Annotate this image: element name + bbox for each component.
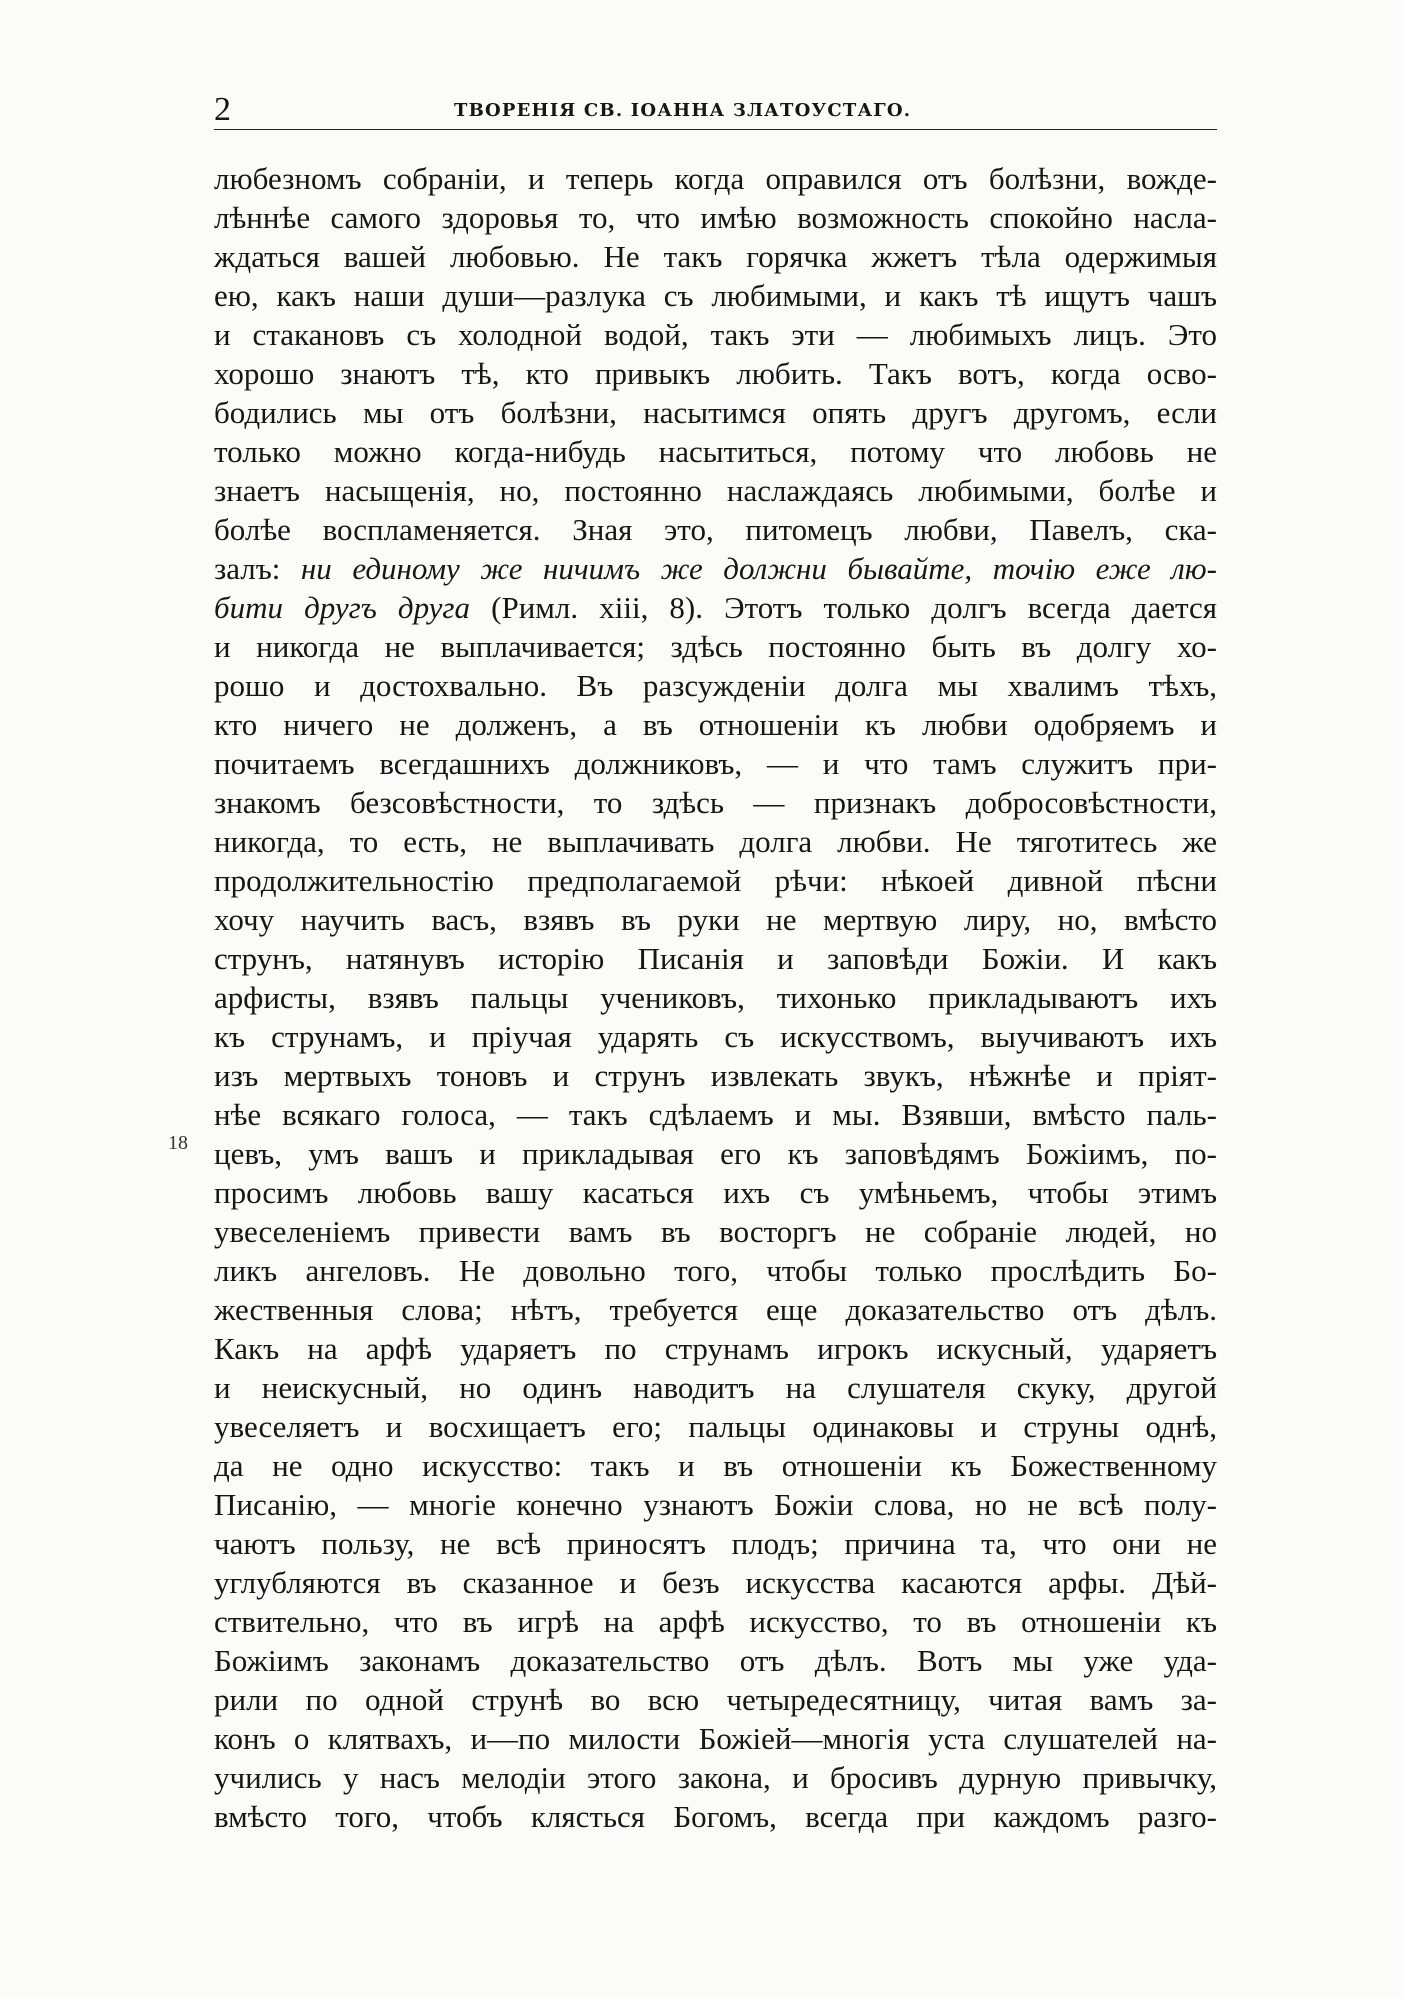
text-line: нѣе всякаго голоса, — такъ сдѣлаемъ и мы. Взявши, вмѣсто паль- — [214, 1097, 1217, 1132]
text-line: рили по одной струнѣ во всю четыредесятницу, читая вамъ за- — [214, 1682, 1217, 1717]
text-line: конъ о клятвахъ, и—по милости Божіей—многія уста слушателей на- — [214, 1721, 1217, 1756]
text-line: къ струнамъ, и пріучая ударять съ искусствомъ, выучиваютъ ихъ — [214, 1019, 1217, 1054]
text-line: и стакановъ съ холодной водой, такъ эти — любимыхъ лицъ. Это — [214, 317, 1217, 352]
text-line: никогда, то есть, не выплачивать долга любви. Не тяготитесь же — [214, 824, 1217, 859]
text-line: ствительно, что въ игрѣ на арфѣ искусство, то въ отношеніи къ — [214, 1604, 1217, 1639]
text-line: и неискусный, но одинъ наводитъ на слушателя скуку, другой — [214, 1370, 1217, 1405]
page-header — [214, 91, 1217, 129]
running-title: ТВОРЕНІЯ СВ. ІОАННА ЗЛАТОУСТАГО. — [454, 100, 912, 121]
text-line: Божіимъ законамъ доказательство отъ дѣлъ. Вотъ мы уже уда- — [214, 1643, 1217, 1678]
text-line: учились у насъ мелодіи этого закона, и бросивъ дурную привычку, — [214, 1760, 1217, 1795]
text-line: болѣе воспламеняется. Зная это, питомецъ любви, Павелъ, ска- — [214, 512, 1217, 547]
text-line: лѣннѣе самого здоровья то, что имѣю возможность спокойно насла- — [214, 200, 1217, 235]
text-line: Какъ на арфѣ ударяетъ по струнамъ игрокъ искусный, ударяетъ — [214, 1331, 1217, 1366]
quote-lead-in: залъ: — [214, 551, 301, 586]
text-line: знаетъ насыщенія, но, постоянно наслаждаясь любимыми, болѣе и — [214, 473, 1217, 508]
text-line: хорошо знаютъ тѣ, кто привыкъ любить. Такъ вотъ, когда осво- — [214, 356, 1217, 391]
text-line-quote-start — [214, 549, 1217, 588]
text-line: цевъ, умъ вашъ и прикладывая его къ заповѣдямъ Божіимъ, по- — [214, 1136, 1217, 1171]
text-line: просимъ любовь вашу касаться ихъ съ умѣньемъ, чтобы этимъ — [214, 1175, 1217, 1210]
text-line: хочу научить васъ, взявъ въ руки не мертвую лиру, но, вмѣсто — [214, 902, 1217, 937]
header-rule — [214, 129, 1217, 130]
page-number: 2 — [214, 91, 231, 128]
text-line: увеселеніемъ привести вамъ въ восторгъ не собраніе людей, но — [214, 1214, 1217, 1249]
text-line: увеселяетъ и восхищаетъ его; пальцы одинаковы и струны однѣ, — [214, 1409, 1217, 1444]
text-line: знакомъ безсовѣстности, то здѣсь — признакъ добросовѣстности, — [214, 785, 1217, 820]
margin-line-number: 18 — [168, 1132, 188, 1154]
text-line: ею, какъ наши души—разлука съ любимыми, и какъ тѣ ищутъ чашъ — [214, 278, 1217, 313]
text-line: углубляются въ сказанное и безъ искусства касаются арфы. Дѣй- — [214, 1565, 1217, 1600]
body-text — [214, 159, 1217, 1836]
text-line-quote-end — [214, 588, 1217, 627]
text-line: изъ мертвыхъ тоновъ и струнъ извлекать звукъ, нѣжнѣе и пріят- — [214, 1058, 1217, 1093]
text-line: Писанію, — многіе конечно узнаютъ Божіи слова, но не всѣ полу- — [214, 1487, 1217, 1522]
text-line: ждаться вашей любовью. Не такъ горячка жжетъ тѣла одержимыя — [214, 239, 1217, 274]
text-line: вмѣсто того, чтобъ клясться Богомъ, всегда при каждомъ разго- — [214, 1799, 1217, 1834]
text-line: арфисты, взявъ пальцы учениковъ, тихонько прикладываютъ ихъ — [214, 980, 1217, 1015]
text-line: только можно когда-нибудь насытиться, потому что любовь не — [214, 434, 1217, 469]
text-line: чаютъ пользу, не всѣ приносятъ плодъ; причина та, что они не — [214, 1526, 1217, 1561]
text-line: кто ничего не долженъ, а въ отношеніи къ любви одобряемъ и — [214, 707, 1217, 742]
text-line: продолжительностію предполагаемой рѣчи: нѣкоей дивной пѣсни — [214, 863, 1217, 898]
text-line: бодились мы отъ болѣзни, насытимся опять другъ другомъ, если — [214, 395, 1217, 430]
text-line: жественныя слова; нѣтъ, требуется еще доказательство отъ дѣлъ. — [214, 1292, 1217, 1327]
scripture-quote: ни единому же ничимъ же должни бывайте, точію еже лю- — [300, 551, 1217, 586]
text-line: почитаемъ всегдашнихъ должниковъ, — и что тамъ служитъ при- — [214, 746, 1217, 781]
scripture-reference: (Римл. xiii, 8). Этотъ только долгъ всегда дается — [470, 590, 1217, 625]
scripture-quote: бити другъ друга — [214, 590, 471, 625]
text-line: и никогда не выплачивается; здѣсь постоянно быть въ долгу хо- — [214, 629, 1217, 664]
text-line: струнъ, натянувъ исторію Писанія и заповѣди Божіи. И какъ — [214, 941, 1217, 976]
text-line: рошо и достохвально. Въ разсужденіи долга мы хвалимъ тѣхъ, — [214, 668, 1217, 703]
text-line: ликъ ангеловъ. Не довольно того, чтобы только прослѣдить Бо- — [214, 1253, 1217, 1288]
text-line: любезномъ собраніи, и теперь когда оправился отъ болѣзни, вожде- — [214, 161, 1217, 196]
text-line: да не одно искусство: такъ и въ отношеніи къ Божественному — [214, 1448, 1217, 1483]
